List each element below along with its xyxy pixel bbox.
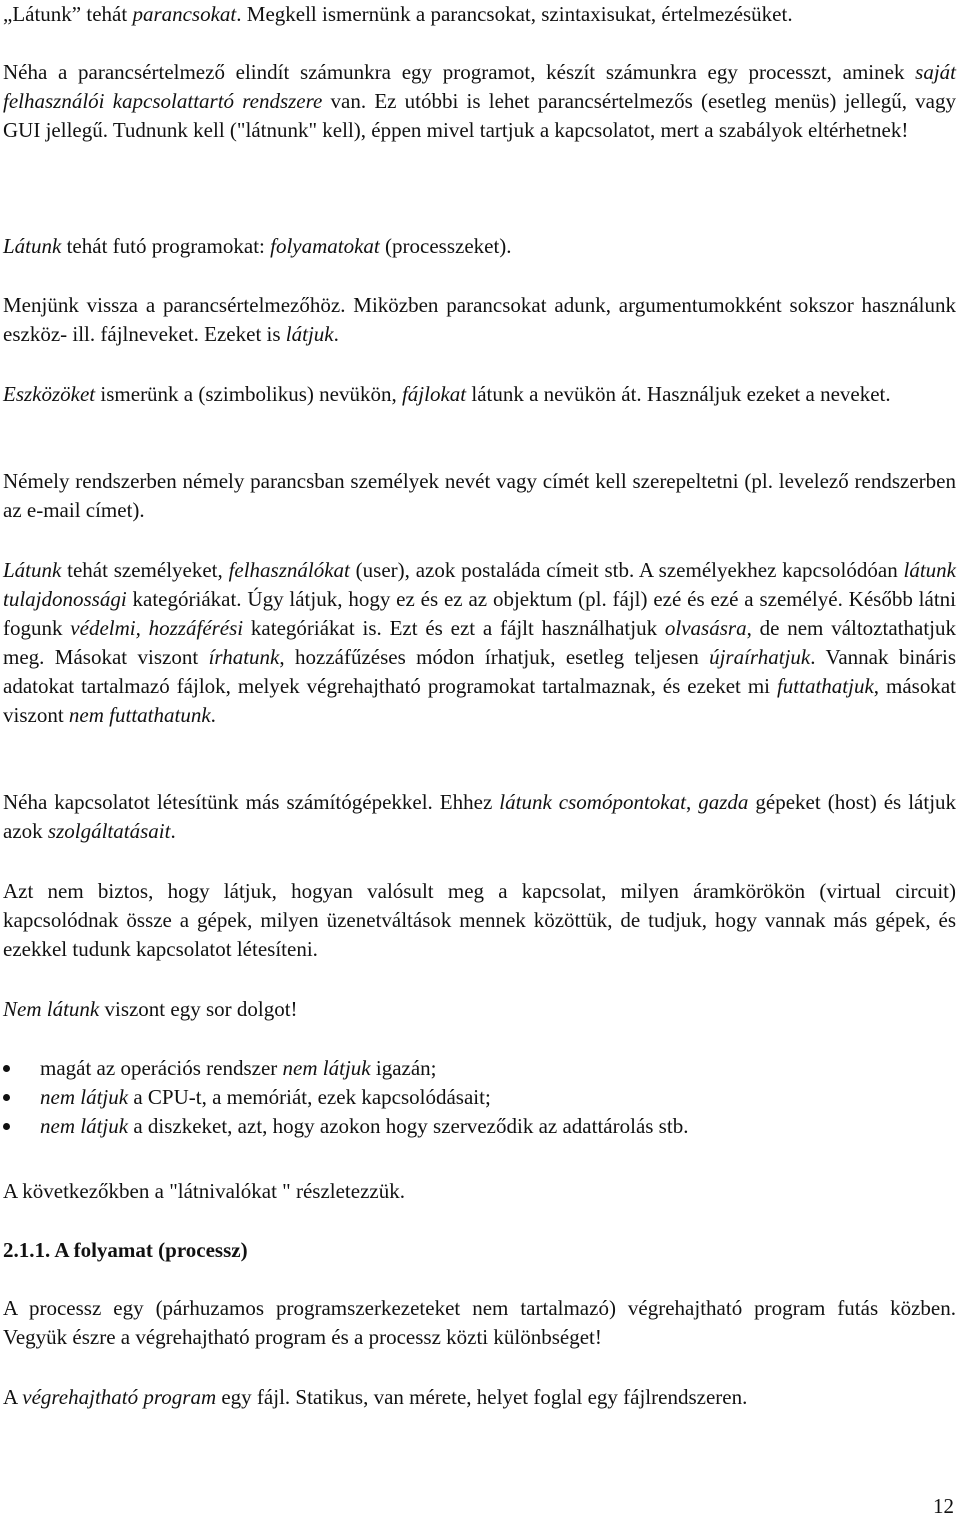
paragraph-10: Nem látunk viszont egy sor dolgot!: [3, 997, 298, 1021]
paragraph-12: A processz egy (párhuzamos programszerkezeteket nem tartalmazó) végrehajtható program futás közben. Vegyük észre a végrehajtható program és a processz közti különbséget!: [3, 1296, 956, 1349]
paragraph-5: Eszközöket ismerünk a (szimbolikus) nevükön, fájlokat látunk a nevükön át. Használjuk ezeket a neveket.: [3, 382, 891, 406]
paragraph-6: Némely rendszerben némely parancsban személyek nevét vagy címét kell szerepeltetni (pl. levelező rendszerben az e-mail címet).: [3, 469, 956, 522]
paragraph-9: Azt nem biztos, hogy látjuk, hogyan valósult meg a kapcsolat, milyen áramkörökön (virtual circuit) kapcsolódnak össze a gépek, milyen üzenetváltások mennek közöttük, de tudjuk, hogy vannak más gépek, és ezekkel tudunk kapcsolatot létesíteni.: [3, 879, 956, 961]
bullet-icon: [3, 1123, 10, 1130]
list-item: magát az operációs rendszer nem látjuk igazán;: [3, 1054, 956, 1083]
paragraph-1: „Látunk” tehát parancsokat. Megkell ismernünk a parancsokat, szintaxisukat, értelmezésüket.: [3, 2, 793, 26]
paragraph-8: Néha kapcsolatot létesítünk más számítógépekkel. Ehhez látunk csomópontokat, gazda gépeket (host) és látjuk azok szolgáltatásait.: [3, 790, 957, 843]
bullet-list: [3, 1054, 956, 1141]
bullet-icon: [3, 1065, 10, 1072]
paragraph-13: A végrehajtható program egy fájl. Statikus, van mérete, helyet foglal egy fájlrendszeren.: [3, 1385, 748, 1409]
page-number: 12: [933, 1494, 954, 1518]
bullet-icon: [3, 1094, 10, 1101]
paragraph-3: Látunk tehát futó programokat: folyamatokat (processzeket).: [3, 234, 512, 258]
section-heading: 2.1.1. A folyamat (processz): [3, 1238, 248, 1262]
paragraph-2: Néha a parancsértelmező elindít számunkra egy programot, készít számunkra egy processzt, aminek saját felhasználói kapcsolattartó rendszere van. Ez utóbbi is lehet parancsértelmezős (esetleg menüs) jellegű, vagy GUI jellegű. Tudnunk kell ("látnunk" kell), éppen mivel tartjuk a kapcsolatot, mert a szabályok eltérhetnek!: [3, 60, 957, 142]
paragraph-7: Látunk tehát személyeket, felhasználókat (user), azok postaláda címeit stb. A személyekhez kapcsolódóan látunk tulajdonossági kategóriákat. Úgy látjuk, hogy ez és ez az objektum (pl. fájl) ezé és ezé a személyé. Később látni fogunk védelmi, hozzáférési kategóriákat is. Ezt és ezt a fájlt használhatjuk olvasásra, de nem változtathatjuk meg. Másokat viszont írhatunk, hozzáfűzéses módon írhatjuk, esetleg teljesen újraírhatjuk. Vannak bináris adatokat tartalmazó fájlok, melyek végrehajtható programokat tartalmaznak, és ezeket mi futtathatjuk, másokat viszont nem futtathatunk.: [3, 558, 957, 727]
paragraph-11: A következőkben a "látnivalókat " részletezzük.: [3, 1179, 405, 1203]
list-item: nem látjuk a CPU-t, a memóriát, ezek kapcsolódásait;: [3, 1083, 956, 1112]
paragraph-4: Menjünk vissza a parancsértelmezőhöz. Miközben parancsokat adunk, argumentumokként sokszor használunk eszköz- ill. fájlneveket. Ezeket is látjuk.: [3, 293, 956, 346]
list-item: nem látjuk a diszkeket, azt, hogy azokon hogy szerveződik az adattárolás stb.: [3, 1112, 956, 1141]
